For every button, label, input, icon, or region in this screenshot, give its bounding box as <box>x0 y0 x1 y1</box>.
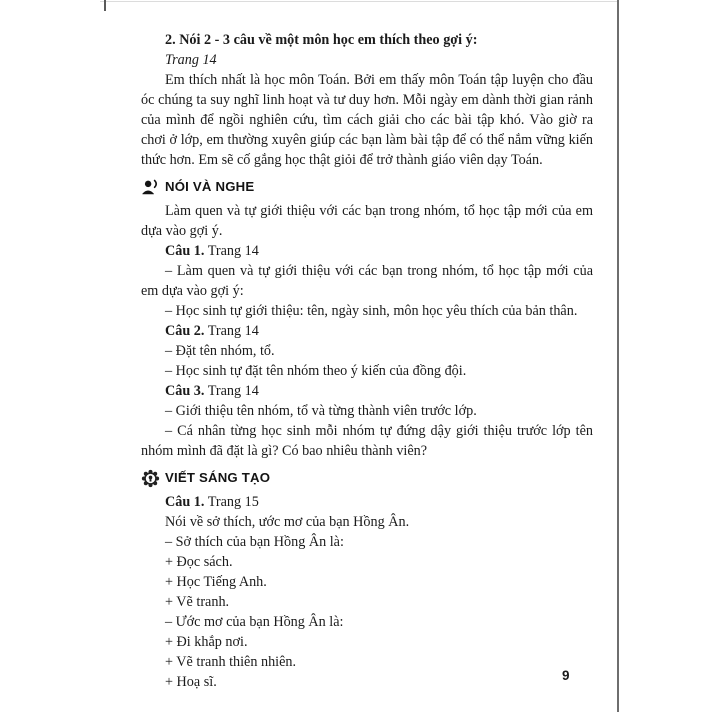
text-line: Nói về sở thích, ước mơ của bạn Hồng Ân. <box>165 514 410 530</box>
text-line: – Học sinh tự đặt tên nhóm theo ý kiến của đồng đội. <box>165 363 467 379</box>
section-title: NÓI VÀ NGHE <box>165 179 255 194</box>
question-page-ref: Trang 14 <box>207 383 259 399</box>
text-line: + Học Tiếng Anh. <box>165 574 267 590</box>
exercise-heading: 2. Nói 2 - 3 câu về một môn học em thích theo gợi ý: <box>165 32 478 48</box>
text-line: – Ước mơ của bạn Hồng Ân là: <box>165 614 344 630</box>
section-header-noi-va-nghe <box>141 177 593 197</box>
text-line: + Vẽ tranh. <box>165 594 230 610</box>
question-page-ref: Trang 14 <box>207 243 259 259</box>
question-heading <box>141 321 593 341</box>
page-corner-tick <box>104 0 106 11</box>
text-line: + Đi khắp nơi. <box>165 634 248 650</box>
section-header-viet-sang-tao <box>141 468 593 488</box>
question-label: Câu 2. <box>165 323 205 339</box>
text-line: – Đặt tên nhóm, tổ. <box>165 343 275 359</box>
question-heading <box>141 492 593 512</box>
page-right-edge-line <box>617 0 619 712</box>
speaking-person-icon <box>141 178 160 197</box>
text-line: + Hoạ sĩ. <box>165 674 217 690</box>
answer-paragraph: Em thích nhất là học môn Toán. Bởi em thấy môn Toán tập luyện cho đầu óc chúng ta suy nghĩ linh hoạt và tư duy hơn. Mỗi ngày em dành thời gian rảnh của mình để ngồi nghiên cứu, tìm cách giải cho các bài tập khó. Vào giờ ra chơi ở lớp, em thường xuyên giúp các bạn làm bài tập để có thể nắm vững kiến thức hơn. Em sẽ cố gắng học thật giỏi để trở thành giáo viên dạy Toán. <box>141 72 593 168</box>
text-line: + Vẽ tranh thiên nhiên. <box>165 654 297 670</box>
section-intro: Làm quen và tự giới thiệu với các bạn trong nhóm, tổ học tập mới của em dựa vào gợi ý. <box>141 203 593 239</box>
page-reference: Trang 14 <box>165 52 217 68</box>
text-line: – Sở thích của bạn Hồng Ân là: <box>165 534 344 550</box>
rosette-badge-icon <box>141 469 160 488</box>
text-line: – Làm quen và tự giới thiệu với các bạn trong nhóm, tổ học tập mới của em dựa vào gợi ý: <box>141 263 593 299</box>
section-title: VIẾT SÁNG TẠO <box>165 470 271 485</box>
page-content <box>141 30 593 692</box>
text-line: – Giới thiệu tên nhóm, tổ và từng thành viên trước lớp. <box>165 403 477 419</box>
page-number: 9 <box>562 668 570 683</box>
question-heading <box>141 241 593 261</box>
page-top-edge-line <box>100 1 618 2</box>
text-line: – Học sinh tự giới thiệu: tên, ngày sinh, môn học yêu thích của bản thân. <box>165 303 578 319</box>
question-page-ref: Trang 14 <box>207 323 259 339</box>
question-label: Câu 1. <box>165 494 205 510</box>
question-label: Câu 1. <box>165 243 205 259</box>
question-heading <box>141 381 593 401</box>
text-line: + Đọc sách. <box>165 554 233 570</box>
text-line: – Cá nhân từng học sinh mỗi nhóm tự đứng dậy giới thiệu trước lớp tên nhóm mình đã đặt là gì? Có bao nhiêu thành viên? <box>141 423 593 459</box>
question-label: Câu 3. <box>165 383 205 399</box>
question-page-ref: Trang 15 <box>207 494 259 510</box>
